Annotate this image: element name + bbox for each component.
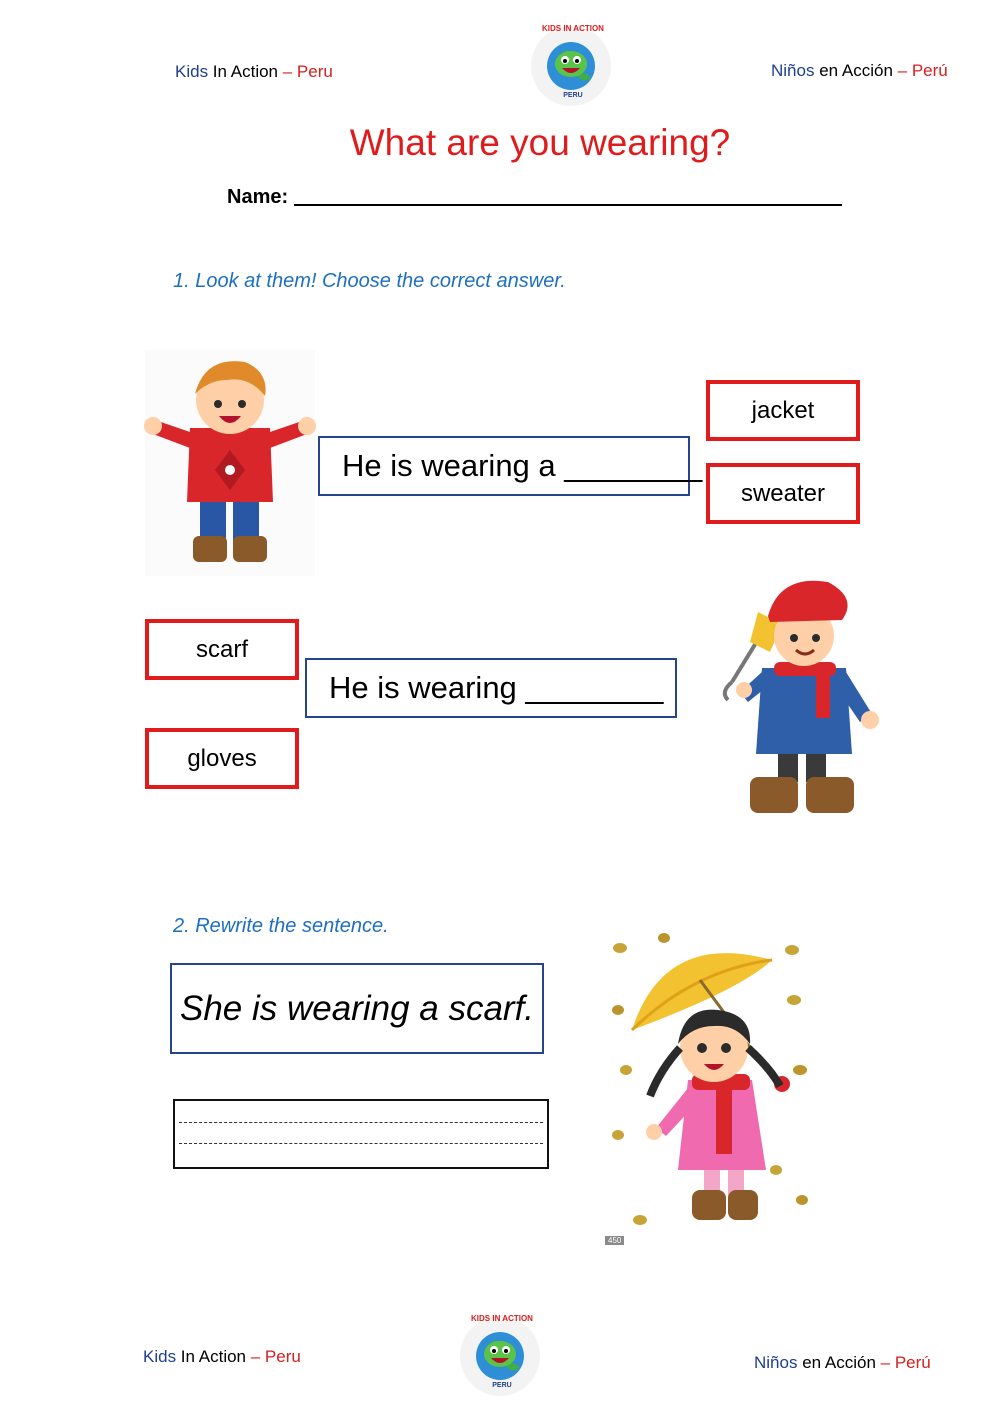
exercise2-sentence: She is wearing a scarf. — [170, 963, 544, 1054]
rewrite-answer-lines[interactable] — [173, 1099, 549, 1169]
exercise1-sentence-2: He is wearing ________ — [305, 658, 677, 718]
option-gloves-button[interactable]: gloves — [145, 728, 299, 789]
name-line — [227, 186, 842, 209]
header-right-peru: – Perú — [897, 61, 948, 80]
exercise2-instruction: 2. Rewrite the sentence. — [173, 915, 389, 937]
header-left-in-action: In Action — [208, 62, 283, 81]
footer-left-kids: Kids — [143, 1347, 177, 1366]
option-scarf-button[interactable]: scarf — [145, 619, 299, 680]
name-blank[interactable] — [294, 204, 842, 206]
page-title: What are you wearing? — [349, 122, 731, 163]
dashed-guide-line — [179, 1122, 543, 1123]
header-right-ninos: Niños — [771, 61, 815, 80]
logo-bottom — [456, 1312, 544, 1398]
logo-bottom-text: PERU — [563, 92, 583, 99]
girl-umbrella-illustration — [604, 920, 812, 1250]
logo-bottom-top-text: KIDS IN ACTION — [471, 1314, 533, 1323]
option-sweater-button[interactable]: sweater — [706, 463, 860, 524]
footer-right-en-accion: en Acción — [797, 1353, 881, 1372]
option-jacket-button[interactable]: jacket — [706, 380, 860, 441]
footer-left-in-action: In Action — [176, 1347, 251, 1366]
footer-left-peru: – Peru — [250, 1347, 301, 1366]
header-right-text — [771, 61, 948, 81]
exercise1-instruction: 1. Look at them! Choose the correct answer. — [173, 270, 566, 292]
logo-top-text: KIDS IN ACTION — [542, 24, 604, 33]
boy-scarf-illustration — [710, 572, 885, 822]
header-left-peru: – Peru — [282, 62, 333, 81]
logo-bottom-peru-text: PERU — [492, 1382, 512, 1389]
dashed-guide-line — [179, 1143, 543, 1144]
header-left-kids: Kids — [175, 62, 209, 81]
footer-left-text — [143, 1347, 301, 1367]
footer-right-peru: – Perú — [880, 1353, 931, 1372]
exercise1-sentence-1: He is wearing a ________ — [318, 436, 690, 496]
boy-sweater-illustration — [145, 350, 315, 576]
name-label: Name: — [227, 186, 289, 208]
image-tag-badge: 450 — [605, 1236, 624, 1245]
header-right-en-accion: en Acción — [814, 61, 898, 80]
footer-right-ninos: Niños — [754, 1353, 798, 1372]
header-left-text — [175, 62, 333, 82]
footer-right-text — [754, 1353, 931, 1373]
logo-top — [527, 22, 615, 108]
